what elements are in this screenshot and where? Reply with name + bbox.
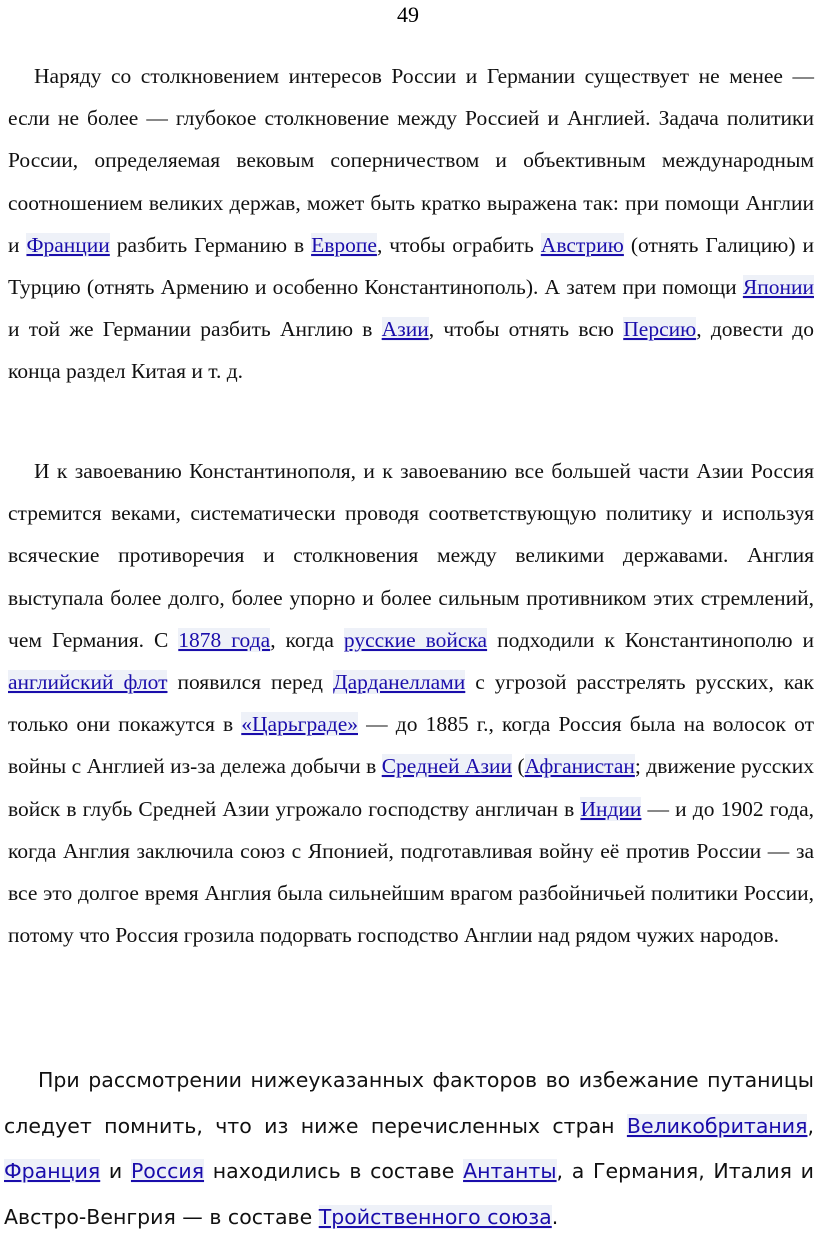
- hyperlink[interactable]: Средней Азии: [381, 754, 513, 779]
- paragraph-text: , чтобы ограбить: [376, 232, 541, 257]
- hyperlink[interactable]: Великобритания: [626, 1113, 808, 1138]
- hyperlink[interactable]: Австрию: [540, 232, 624, 257]
- hyperlink[interactable]: Афганистан: [524, 754, 635, 779]
- paragraph-text: ,: [807, 1113, 814, 1138]
- paragraph-text: , а Германия, Италия и Австро-Венгрия — в составе: [4, 1159, 814, 1229]
- hyperlink[interactable]: русские войска: [343, 627, 488, 652]
- paragraph-text: с угрозой расстрелять русских, как только они покажутся в: [8, 670, 814, 737]
- paragraph-text: и: [100, 1159, 131, 1183]
- hyperlink[interactable]: «Царьграде»: [241, 712, 358, 737]
- paragraph-text: ; движение русских войск в глубь Средней Азии угрожало господству англичан в: [8, 754, 814, 821]
- hyperlink[interactable]: английский флот: [8, 670, 168, 695]
- paragraph-text: Наряду со столкновением интересов России и Германии существует не менее — если не более — глубокое столкновение между Россией и Англией. Задача политики России, определяемая вековым соперничеством и объективным международным соотношением великих держав, может быть кратко выражена так: при помощи Англии и: [8, 64, 814, 257]
- paragraph-text: , когда: [270, 627, 344, 652]
- paragraph-2: [8, 450, 814, 956]
- hyperlink[interactable]: Азии: [381, 317, 429, 342]
- hyperlink[interactable]: Персию: [623, 317, 697, 342]
- hyperlink[interactable]: Индии: [580, 796, 642, 821]
- hyperlink[interactable]: 1878 года: [178, 627, 271, 652]
- paragraph-3: [4, 1058, 814, 1240]
- hyperlink[interactable]: Дарданеллами: [332, 670, 466, 695]
- paragraph-text: И к завоеванию Константинополя, и к завоеванию все большей части Азии Россия стремится веками, систематически проводя соответствующую политику и используя всяческие противоречия и столкновения между великими державами. Англия выступала более долго, более упорно и более сильным противником этих стремлений, чем Германия. С: [8, 459, 814, 652]
- paragraph-text: При рассмотрении нижеуказанных факторов во избежание путаницы следует помнить, что из ниже перечисленных стран: [4, 1068, 814, 1138]
- paragraph-text: появился перед: [167, 670, 333, 695]
- hyperlink[interactable]: Антанты: [463, 1159, 557, 1183]
- hyperlink[interactable]: Тройственного союза: [318, 1204, 552, 1229]
- hyperlink[interactable]: Европе: [311, 232, 377, 257]
- paragraph-text: и той же Германии разбить Англию в: [8, 317, 382, 342]
- paragraph-text: , чтобы отнять всю: [428, 317, 624, 342]
- paragraph-text: , довести до конца раздел Китая и т. д.: [8, 317, 814, 384]
- hyperlink[interactable]: Россия: [130, 1159, 205, 1183]
- paragraph-text: .: [551, 1204, 559, 1229]
- paragraph-text: разбить Германию в: [109, 232, 312, 257]
- paragraph-text: — и до 1902 года, когда Англия заключила союз с Японией, подготавливая войну её против России — за все это долгое время Англия была сильнейшим врагом разбойничьей политики России, потому что Россия грозила подорвать господство Англии над рядом чужих народов.: [8, 796, 815, 948]
- paragraph-text: — до 1885 г., когда Россия была на волосок от войны с Англией из-за дележа добычи в: [8, 712, 814, 779]
- paragraph-1: [8, 55, 814, 393]
- paragraph-text: (отнять Галицию) и Турцию (отнять Армению и особенно Константинополь). А затем при помощи: [8, 232, 814, 300]
- hyperlink[interactable]: Франция: [4, 1159, 101, 1183]
- hyperlink[interactable]: Японии: [742, 275, 814, 300]
- page-number: 49: [397, 2, 419, 27]
- paragraph-text: подходили к Константинополю и: [487, 627, 814, 652]
- paragraph-text: находились в составе: [204, 1159, 464, 1183]
- paragraph-text: (: [512, 754, 525, 779]
- hyperlink[interactable]: Франции: [26, 232, 110, 257]
